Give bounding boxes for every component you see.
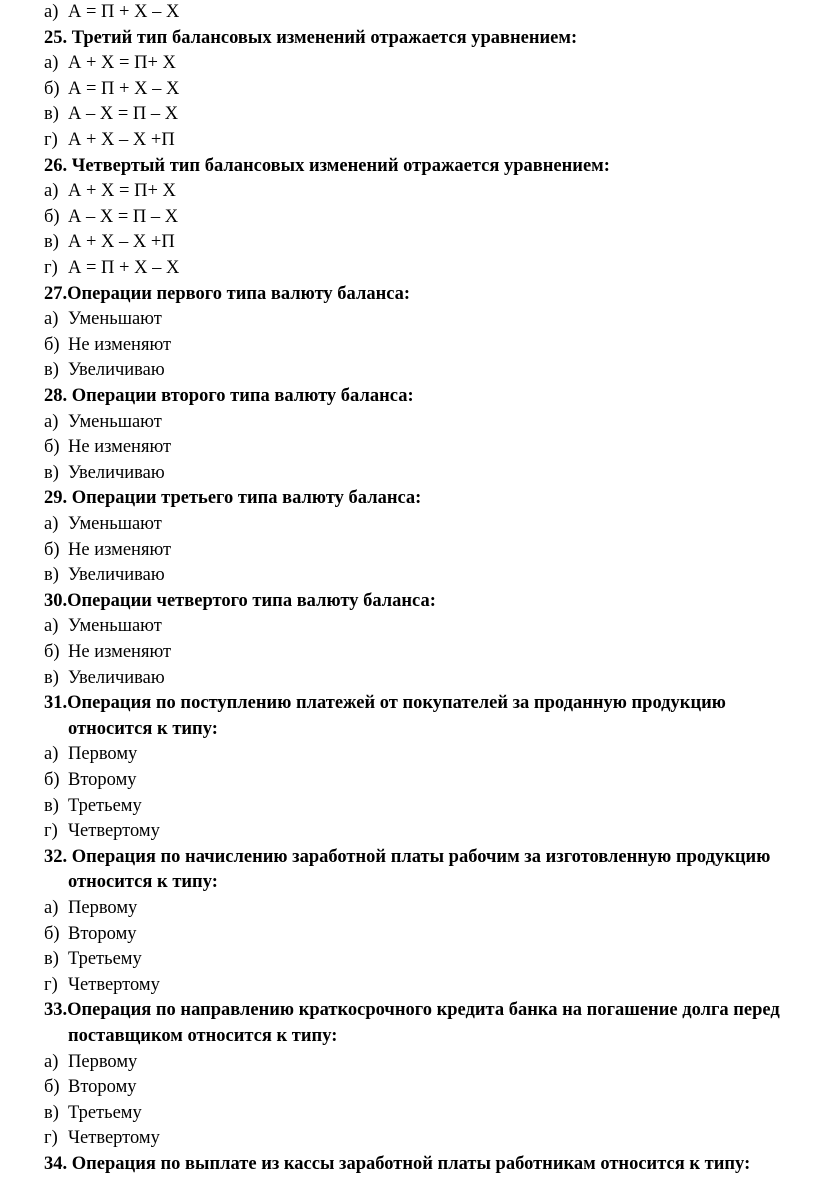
option-text: А = П + Х – Х [68,258,180,278]
answer-option [44,948,142,970]
option-text: А + Х – Х +П [68,130,175,150]
option-text: Увеличиваю [68,360,165,381]
option-letter: б) [44,770,60,790]
answer-option [44,769,137,791]
option-letter: г) [44,974,58,995]
option-letter: а) [44,1051,59,1072]
option-letter: а) [44,514,59,534]
question-text-continuation: поставщиком относится к типу: [68,1026,338,1046]
option-letter: а) [44,898,59,918]
option-letter: а) [44,309,59,330]
answer-option [44,667,165,689]
question-text: 29. Операции третьего типа валюту баланса: [44,488,422,509]
answer-option [44,359,165,381]
answer-option [44,231,175,253]
option-text: А – Х = П – Х [68,206,179,227]
option-letter: б) [44,642,60,662]
answer-option [44,180,176,202]
option-letter: в) [44,360,59,381]
option-text: Второму [68,770,137,790]
answer-option [44,334,171,356]
question-text: 25. Третий тип балансовых изменений отражается уравнением: [44,27,578,48]
option-text: Четвертому [68,821,160,842]
answer-option [44,308,162,330]
answer-option [44,436,171,458]
answer-option [44,462,165,484]
option-letter: а) [44,181,59,202]
answer-option [44,78,179,100]
answer-option [44,564,165,586]
option-letter: в) [44,949,59,970]
answer-option [44,411,162,433]
question-text-continuation: относится к типу: [68,718,218,739]
option-text: А + Х = П+ Х [68,53,176,74]
option-text: Первому [68,1051,138,1072]
option-letter: г) [44,130,58,150]
option-letter: г) [44,821,58,842]
option-letter: а) [44,2,59,22]
option-letter: г) [44,258,58,278]
answer-option [44,129,175,151]
answer-option [44,795,142,817]
option-letter: б) [44,539,60,560]
answer-option [44,615,162,637]
option-letter: а) [44,411,59,432]
option-text: Третьему [68,795,142,816]
option-text: Уменьшают [68,309,162,330]
option-letter: в) [44,232,59,253]
option-letter: в) [44,462,59,483]
option-text: Второму [68,1077,137,1098]
question-text: 31.Операция по поступлению платежей от покупателей за проданную продукцию [44,693,726,714]
option-text: Не изменяют [68,539,172,560]
question-text: 27.Операции первого типа валюту баланса: [44,283,411,304]
option-text: А + Х = П+ Х [68,181,176,202]
option-text: Не изменяют [68,334,172,355]
answer-option [44,743,137,765]
option-letter: а) [44,53,59,74]
question-text: 33.Операция по направлению краткосрочного кредита банка на погашение долга перед [44,1000,780,1021]
option-text: Не изменяют [68,642,172,662]
answer-option [44,641,171,663]
question-text: 30.Операции четвертого типа валюту баланса: [44,590,436,611]
answer-option [44,1,179,23]
answer-option [44,1076,137,1098]
option-letter: в) [44,667,59,688]
option-letter: в) [44,565,59,586]
option-text: А = П + Х – Х [68,78,180,99]
answer-option [44,513,162,535]
answer-option [44,206,178,228]
option-text: Второму [68,923,137,944]
option-text: Третьему [68,949,142,970]
answer-option [44,539,171,561]
question-text-continuation: относится к типу: [68,872,218,893]
answer-option [44,923,137,945]
answer-option [44,974,160,996]
option-text: Уменьшают [68,411,162,432]
option-text: Четвертому [68,1128,160,1149]
option-letter: в) [44,1102,59,1123]
option-letter: б) [44,923,60,944]
option-text: А + Х – Х +П [68,232,175,253]
answer-option [44,1051,137,1073]
option-text: Увеличиваю [68,667,165,688]
option-letter: а) [44,616,59,637]
option-letter: г) [44,1128,58,1149]
option-text: Увеличиваю [68,462,165,483]
answer-option [44,52,176,74]
answer-option [44,1127,160,1149]
answer-option [44,103,178,125]
option-text: Третьему [68,1102,142,1123]
option-text: Уменьшают [68,514,162,534]
option-text: Уменьшают [68,616,162,637]
question-text: 32. Операция по начислению заработной платы рабочим за изготовленную продукцию [44,846,771,867]
option-text: Четвертому [68,974,160,995]
answer-option [44,257,179,279]
option-letter: в) [44,795,59,816]
question-text: 26. Четвертый тип балансовых изменений отражается уравнением: [44,155,610,176]
option-text: А = П + Х – Х [68,2,180,22]
question-text: 34. Операция по выплате из кассы заработной платы работникам относится к типу: [44,1154,751,1174]
option-letter: б) [44,437,60,458]
option-letter: в) [44,104,59,125]
option-letter: б) [44,206,60,227]
answer-option [44,820,160,842]
answer-option [44,897,137,919]
option-letter: б) [44,78,60,99]
option-letter: б) [44,1077,60,1098]
question-text: 28. Операции второго типа валюту баланса: [44,386,414,406]
option-text: Первому [68,744,138,765]
option-text: А – Х = П – Х [68,104,179,125]
answer-option [44,1102,142,1124]
option-text: Увеличиваю [68,565,165,586]
option-letter: б) [44,334,60,355]
option-text: Не изменяют [68,437,172,458]
option-text: Первому [68,898,138,918]
option-letter: а) [44,744,59,765]
